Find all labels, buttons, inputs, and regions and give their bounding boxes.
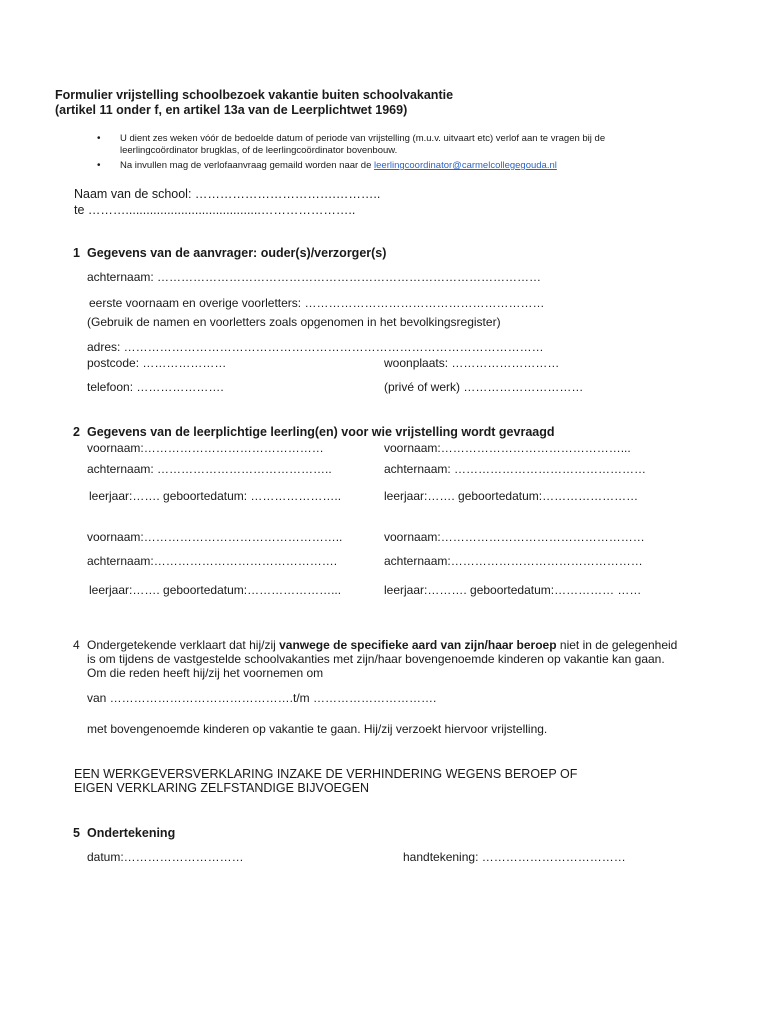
- bullet-line: U dient zes weken vóór de bedoelde datum of periode van vrijstelling (m.u.v. uitvaart etc) verlof aan te vragen bij de: [120, 133, 606, 144]
- date-field[interactable]: datum:…………………………: [87, 850, 244, 864]
- section-1-heading: [73, 246, 386, 260]
- student-3-lastname-field[interactable]: achternaam:……………………………………….: [87, 554, 338, 568]
- section-4-statement: [73, 639, 677, 653]
- section-number: 2: [73, 425, 80, 439]
- section-title: Ondertekening: [87, 826, 176, 840]
- statement-text: niet in de gelegenheid: [556, 638, 678, 652]
- student-2-lastname-field[interactable]: achternaam: …………………………………………: [384, 462, 647, 476]
- phone-field[interactable]: telefoon: ………………….: [87, 380, 224, 394]
- bullet-line: Na invullen mag de verlofaanvraag gemaild worden naar de: [120, 160, 375, 171]
- section-number: 4: [73, 638, 80, 652]
- email-link[interactable]: leerlingcoordinator@carmelcollegegouda.nl: [374, 160, 557, 171]
- student-4-firstname-field[interactable]: voornaam:……………………………………………: [384, 530, 645, 544]
- register-hint: (Gebruik de namen en voorletters zoals opgenomen in het bevolkingsregister): [87, 315, 501, 329]
- student-3-year-birthdate-field[interactable]: leerjaar:……. geboortedatum:…………………...: [89, 583, 342, 597]
- address-field[interactable]: adres: ……………………………………………………………………………………………: [87, 340, 544, 354]
- section-2-heading: [73, 425, 555, 439]
- form-title: Formulier vrijstelling schoolbezoek vakantie buiten schoolvakantie: [55, 88, 454, 102]
- statement-line: Om die reden heeft hij/zij het voornemen om: [87, 666, 324, 680]
- student-2-firstname-field[interactable]: voornaam:………………………………………...: [384, 441, 631, 455]
- period-field[interactable]: van ……………………………………….t/m ………………………….: [87, 691, 437, 705]
- student-4-lastname-field[interactable]: achternaam:…………………………………………: [384, 554, 643, 568]
- bullet-text: [120, 133, 605, 157]
- employer-statement-notice-line2: EIGEN VERKLARING ZELFSTANDIGE BIJVOEGEN: [74, 781, 369, 795]
- section-number: 1: [73, 246, 80, 260]
- postcode-field[interactable]: postcode: …………………: [87, 356, 227, 370]
- school-name-field[interactable]: Naam van de school: …………………………….………..: [74, 187, 381, 201]
- student-4-year-birthdate-field[interactable]: leerjaar:………. geboortedatum:…………… ……: [384, 583, 642, 597]
- bullet-line: leerlingcoördinator brugklas, of de leerlingcoördinator bovenbouw.: [120, 145, 398, 156]
- statement-line: is om tijdens de vastgestelde schoolvakanties met zijn/haar bovengenoemde kinderen op vakantie kan gaan.: [87, 652, 665, 666]
- phone-type-field[interactable]: (privé of werk) …………………………: [384, 380, 584, 394]
- student-3-firstname-field[interactable]: voornaam:…………………………………………..: [87, 530, 343, 544]
- bullet-icon: •: [97, 133, 101, 144]
- employer-statement-notice: EEN WERKGEVERSVERKLARING INZAKE DE VERHINDERING WEGENS BEROEP OF: [74, 767, 578, 781]
- section-title: Gegevens van de leerplichtige leerling(en) voor wie vrijstelling wordt gevraagd: [87, 425, 555, 439]
- section-number: 5: [73, 826, 80, 840]
- applicant-lastname-field[interactable]: achternaam: ……………………………………………………………………………………: [87, 270, 542, 284]
- section-title: Gegevens van de aanvrager: ouder(s)/verzorger(s): [87, 246, 387, 260]
- student-1-lastname-field[interactable]: achternaam: ……………………………………..: [87, 462, 332, 476]
- statement-text: Ondergetekende verklaart dat hij/zij: [87, 638, 280, 652]
- exemption-request-text: met bovengenoemde kinderen op vakantie te gaan. Hij/zij verzoekt hiervoor vrijstelling.: [87, 722, 548, 736]
- signature-field[interactable]: handtekening: ………………………………: [403, 850, 626, 864]
- bullet-icon: •: [97, 160, 101, 171]
- applicant-firstname-field[interactable]: eerste voornaam en overige voorletters: ……………………………………………………: [89, 296, 545, 310]
- student-1-firstname-field[interactable]: voornaam:………………………………………: [87, 441, 324, 455]
- form-subtitle: (artikel 11 onder f, en artikel 13a van de Leerplichtwet 1969): [55, 103, 408, 117]
- student-2-year-birthdate-field[interactable]: leerjaar:……. geboortedatum:……………………: [384, 489, 639, 503]
- student-1-year-birthdate-field[interactable]: leerjaar:……. geboortedatum: …………………..: [89, 489, 342, 503]
- city-field[interactable]: woonplaats: ………………………: [384, 356, 560, 370]
- section-5-heading: [73, 826, 175, 840]
- statement-emphasis: vanwege de specifieke aard van zijn/haar beroep: [279, 638, 557, 652]
- school-place-field[interactable]: te ……….......................................…………………..: [74, 203, 356, 217]
- bullet-text: [120, 160, 557, 172]
